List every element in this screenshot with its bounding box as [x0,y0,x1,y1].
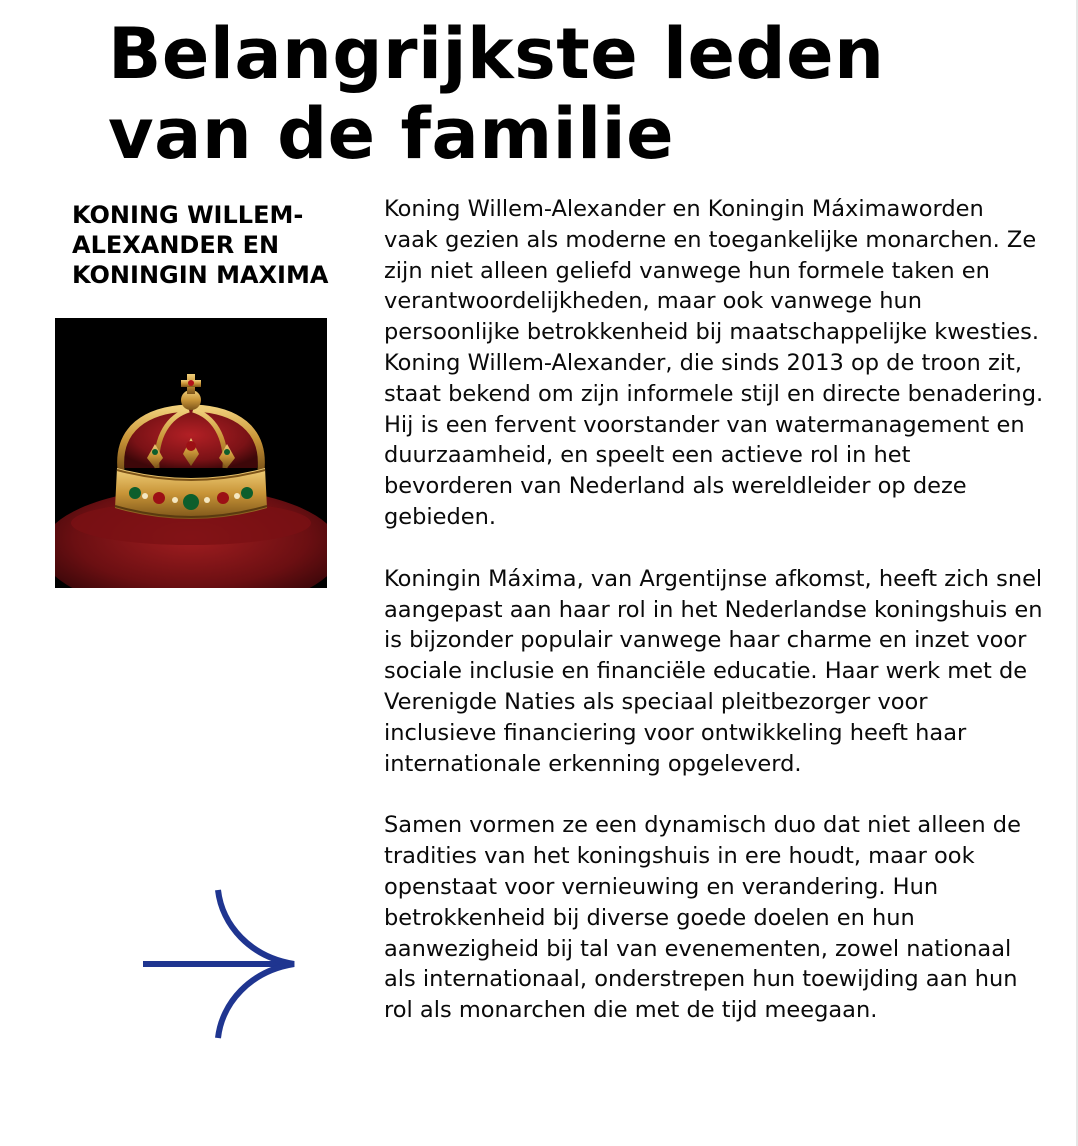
body-text [384,194,1044,1057]
paragraph-maxima: Koningin Máxima, van Argentijnse afkomst, heeft zich snel aangepast aan haar rol in het Nederlandse koningshuis en is bijzonder populair vanwege haar charme en inzet voor sociale inclusie en financiële educatie. Haar werk met de Verenigde Naties als speciaal pleitbezorger voor inclusieve financiering voor ontwikkeling heeft haar internationale erkenning opgeleverd. [384,565,1043,777]
paragraph-together: Samen vormen ze een dynamisch duo dat niet alleen de tradities van het koningshuis in ere houdt, maar ook openstaat voor vernieuwing en verandering. Hun betrokkenheid bij diverse goede doelen en hun aanwezigheid bij tal van evenementen, zowel nationaal als internationaal, onderstrepen hun toewijding aan hun rol als monarchen die met de tijd meegaan. [384,812,1021,1024]
section-heading: KONING WILLEM-ALEXANDER EN KONINGIN MAXIMA [72,201,329,289]
crown-image [55,318,327,588]
arrow-right-icon [140,885,300,1045]
page-title: Belangrijkste leden van de familie [108,13,885,175]
crown-icon [55,318,327,588]
paragraph-intro: Koning Willem-Alexander en Koningin Máximaworden vaak gezien als moderne en toegankelijke monarchen. Ze zijn niet alleen geliefd vanwege hun formele taken en verantwoordelijkheden, maar ook vanwege hun persoonlijke betrokkenheid bij maatschappelijke kwesties. Koning Willem-Alexander, die sinds 2013 op de troon zit, staat bekend om zijn informele stijl en directe benadering. Hij is een fervent voorstander van watermanagement en duurzaamheid, en speelt een actieve rol in het bevorderen van Nederland als wereldleider op deze gebieden. [384,196,1044,530]
